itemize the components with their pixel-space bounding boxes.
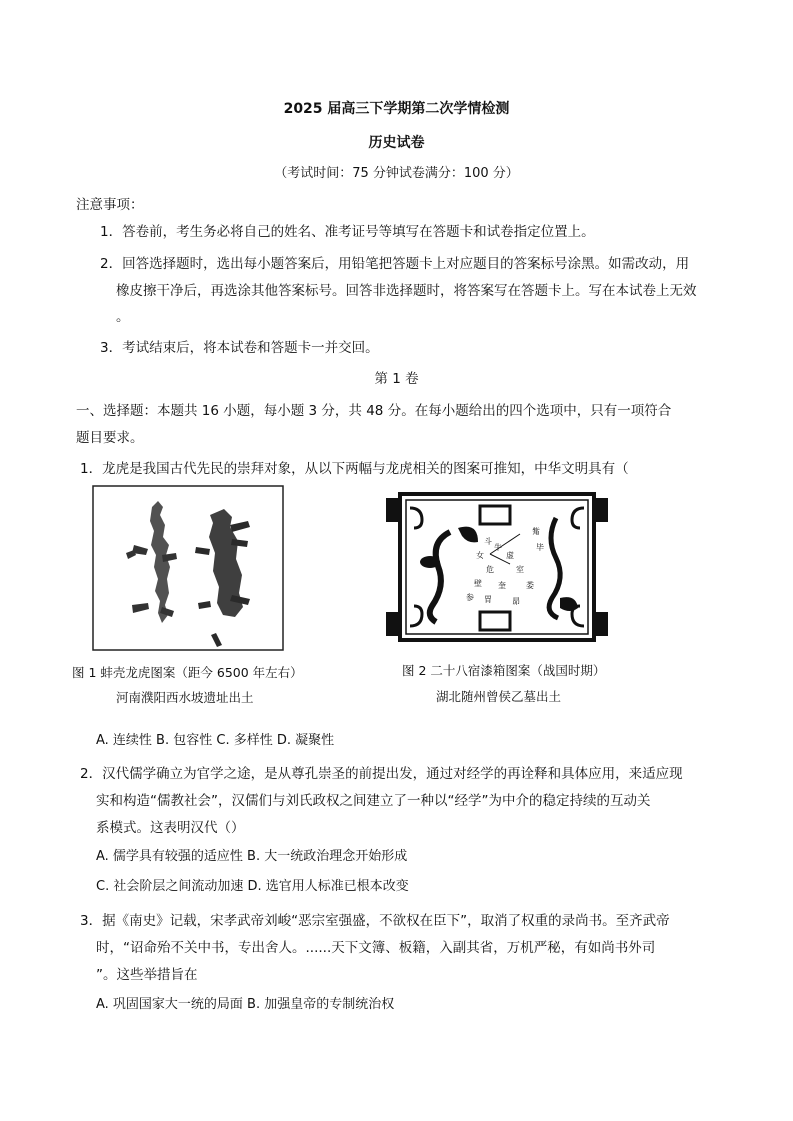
notes-item-2-line-3: 。	[116, 309, 130, 325]
question-3-options-ab: A. 巩固国家大一统的局面 B. 加强皇帝的专制统治权	[96, 997, 395, 1012]
svg-text:娄: 娄	[526, 581, 534, 590]
exam-subject: 历史试卷	[368, 135, 425, 151]
lacquer-box-pattern	[386, 488, 608, 646]
question-2-line-3: 系模式。这表明汉代（）	[96, 820, 245, 836]
svg-text:牛: 牛	[494, 543, 502, 552]
section-instructions-line-2: 题目要求。	[76, 430, 144, 446]
shell-dragon-tiger-pattern	[92, 485, 284, 651]
exam-info: （考试时间：75 分钟试卷满分：100 分）	[274, 166, 519, 181]
svg-text:女: 女	[476, 551, 484, 560]
notes-item-1: 1．答卷前，考生务必将自己的姓名、准考证号等填写在答题卡和试卷指定位置上。	[100, 224, 595, 240]
question-1-stem: 1．龙虎是我国古代先民的崇拜对象，从以下两幅与龙虎相关的图案可推知，中华文明具有（	[80, 461, 629, 477]
figure-1-caption-line-2: 河南濮阳西水坡遗址出土	[116, 690, 254, 705]
notes-item-2-line-1: 2．回答选择题时，选出每小题答案后，用铅笔把答题卡上对应题目的答案标号涂黑。如需改动，用	[100, 256, 690, 272]
svg-text:奎: 奎	[498, 581, 506, 590]
svg-text:壁: 壁	[474, 579, 482, 588]
figure-2-image	[386, 488, 608, 646]
question-3-line-1: 3．据《南史》记载，宋孝武帝刘峻“恶宗室强盛，不欲权在臣下”，取消了权重的录尚书。至齐武帝	[80, 913, 670, 929]
svg-text:危: 危	[486, 565, 494, 574]
figure-2-caption-line-1: 图 2 二十八宿漆箱图案（战国时期）	[402, 663, 606, 678]
question-2-options-ab: A. 儒学具有较强的适应性 B. 大一统政治理念开始形成	[96, 849, 408, 864]
svg-text:斗: 斗	[484, 537, 492, 546]
svg-text:室: 室	[516, 565, 524, 574]
section-instructions-line-1: 一、选择题：本题共 16 小题，每小题 3 分，共 48 分。在每小题给出的四个选项中，只有一项符合	[76, 403, 672, 419]
svg-text:觜: 觜	[532, 527, 540, 536]
figure-1-image	[92, 485, 284, 651]
svg-text:参: 参	[466, 593, 474, 602]
svg-text:虚: 虚	[506, 551, 514, 560]
figure-1-caption-line-1: 图 1 蚌壳龙虎图案（距今 6500 年左右）	[72, 665, 303, 680]
exam-title: 2025 届高三下学期第二次学情检测	[283, 101, 510, 117]
notes-item-2-line-2: 橡皮擦干净后，再选涂其他答案标号。回答非选择题时，将答案写在答题卡上。写在本试卷上无效	[116, 283, 697, 299]
question-3-line-3: ”。这些举措旨在	[96, 967, 198, 983]
question-2-options-cd: C. 社会阶层之间流动加速 D. 选官用人标准已根本改变	[96, 879, 409, 894]
svg-text:胃: 胃	[484, 595, 492, 604]
question-3-line-2: 时，“诏命殆不关中书，专出舍人。......天下文簿、板籍，入副其省，万机严秘，有如尚书外司	[96, 940, 656, 956]
question-1-options: A. 连续性 B. 包容性 C. 多样性 D. 凝聚性	[96, 733, 335, 748]
notes-heading: 注意事项：	[76, 197, 144, 213]
svg-text:毕: 毕	[536, 543, 544, 552]
notes-item-3: 3．考试结束后，将本试卷和答题卡一并交回。	[100, 340, 379, 356]
question-2-line-1: 2．汉代儒学确立为官学之途，是从尊孔崇圣的前提出发，通过对经学的再诠释和具体应用，来适应现	[80, 766, 683, 782]
svg-text:昴: 昴	[512, 597, 520, 606]
question-2-line-2: 实和构造“儒教社会”，汉儒们与刘氏政权之间建立了一种以“经学”为中介的稳定持续的互动关	[96, 793, 651, 809]
figure-2-caption-line-2: 湖北随州曾侯乙墓出土	[436, 689, 562, 704]
volume-heading: 第 1 卷	[374, 371, 419, 387]
